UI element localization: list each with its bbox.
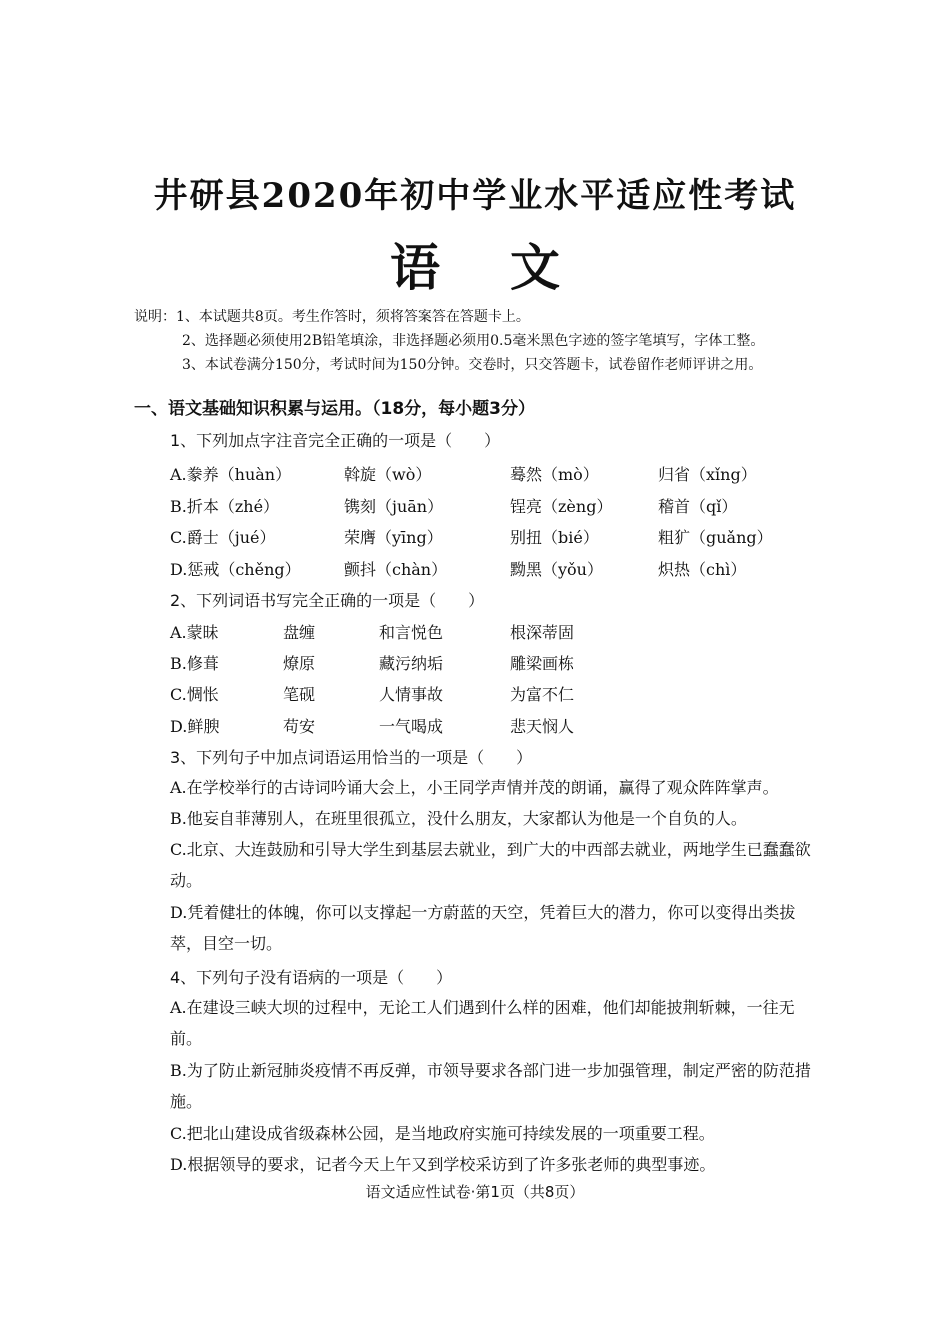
q2-b-3: 藏污纳垢 xyxy=(379,654,444,673)
q2-c-1: C.惆怅 xyxy=(170,685,219,704)
q2-a-1: A.蒙昧 xyxy=(170,623,219,642)
question-4-stem: 4、下列句子没有语病的一项是（ ） xyxy=(170,968,453,987)
q1-c-3: 别扭（bié） xyxy=(510,528,599,547)
q1-c-2: 荣膺（yīng） xyxy=(344,528,443,547)
q1-a-3: 蓦然（mò） xyxy=(510,465,599,484)
q4-option-d: D.根据领导的要求，记者今天上午又到学校采访到了许多张老师的典型事迹。 xyxy=(170,1155,716,1174)
q3-option-d: D.凭着健壮的体魄，你可以支撑起一方蔚蓝的天空，凭着巨大的潜力，你可以变得出类拔萃，目空一切。 xyxy=(170,903,796,953)
question-2-stem: 2、下列词语书写完全正确的一项是（ ） xyxy=(170,591,485,610)
q2-d-2: 苟安 xyxy=(283,717,316,736)
q1-a-1: A.豢养（huàn） xyxy=(170,465,292,484)
q2-a-2: 盘缠 xyxy=(283,623,316,642)
q1-b-4: 稽首（qǐ） xyxy=(658,497,738,516)
q2-a-4: 根深蒂固 xyxy=(510,623,575,642)
instruction-1: 说明：1、本试题共8页。考生作答时，须将答案答在答题卡上。 xyxy=(134,309,530,325)
q2-d-4: 悲天悯人 xyxy=(510,717,575,736)
question-1-stem: 1、下列加点字注音完全正确的一项是（ ） xyxy=(170,431,501,450)
q2-c-4: 为富不仁 xyxy=(510,685,575,704)
q1-b-3: 锃亮（zèng） xyxy=(510,497,613,516)
q3-option-a: A.在学校举行的古诗词吟诵大会上，小王同学声情并茂的朗诵，赢得了观众阵阵掌声。 xyxy=(170,778,779,797)
section-heading: 一、语文基础知识积累与运用。（18分，每小题3分） xyxy=(134,399,535,419)
q1-c-4: 粗犷（guǎng） xyxy=(658,528,773,547)
q2-d-1: D.鲜腴 xyxy=(170,717,220,736)
exam-title: 井研县2020年初中学业水平适应性考试 xyxy=(153,176,797,216)
q1-a-4: 归省（xǐng） xyxy=(658,465,757,484)
q1-d-3: 黝黑（yǒu） xyxy=(510,560,603,579)
question-3-stem: 3、下列句子中加点词语运用恰当的一项是（ ） xyxy=(170,748,533,767)
q3-option-b: B.他妄自菲薄别人，在班里很孤立，没什么朋友，大家都认为他是一个自负的人。 xyxy=(170,809,747,828)
q4-option-c: C.把北山建设成省级森林公园，是当地政府实施可持续发展的一项重要工程。 xyxy=(170,1124,715,1143)
subject-title: 语文 xyxy=(390,238,630,297)
q2-b-1: B.修葺 xyxy=(170,654,219,673)
q1-d-2: 颤抖（chàn） xyxy=(344,560,448,579)
q1-c-1: C.爵士（jué） xyxy=(170,528,276,547)
q2-d-3: 一气喝成 xyxy=(379,717,444,736)
q1-b-2: 镌刻（juān） xyxy=(344,497,444,516)
q2-c-2: 笔砚 xyxy=(283,685,316,704)
q2-b-4: 雕梁画栋 xyxy=(510,654,575,673)
q1-d-1: D.惩戒（chěng） xyxy=(170,560,301,579)
q4-option-a: A.在建设三峡大坝的过程中，无论工人们遇到什么样的困难，他们却能披荆斩棘，一往无前。 xyxy=(170,998,795,1048)
q2-c-3: 人情事故 xyxy=(379,685,444,704)
q4-option-b: B.为了防止新冠肺炎疫情不再反弹，市领导要求各部门进一步加强管理，制定严密的防范措施。 xyxy=(170,1061,811,1111)
q1-b-1: B.折本（zhé） xyxy=(170,497,280,516)
q1-d-4: 炽热（chì） xyxy=(658,560,747,579)
q2-b-2: 燎原 xyxy=(283,654,316,673)
q1-a-2: 斡旋（wò） xyxy=(344,465,432,484)
q3-option-c: C.北京、大连鼓励和引导大学生到基层去就业，到广大的中西部去就业，两地学生已蠢蠢欲动。 xyxy=(170,840,811,890)
instruction-3: 3、本试卷满分150分，考试时间为150分钟。交卷时，只交答题卡，试卷留作老师评讲之用。 xyxy=(182,357,763,373)
instructions xyxy=(134,305,764,377)
instruction-2: 2、选择题必须使用2B铅笔填涂，非选择题必须用0.5毫米黑色字迹的签字笔填写，字体工整。 xyxy=(182,333,765,349)
q2-a-3: 和言悦色 xyxy=(379,623,444,642)
page-footer: 语文适应性试卷·第1页（共8页） xyxy=(365,1183,585,1201)
